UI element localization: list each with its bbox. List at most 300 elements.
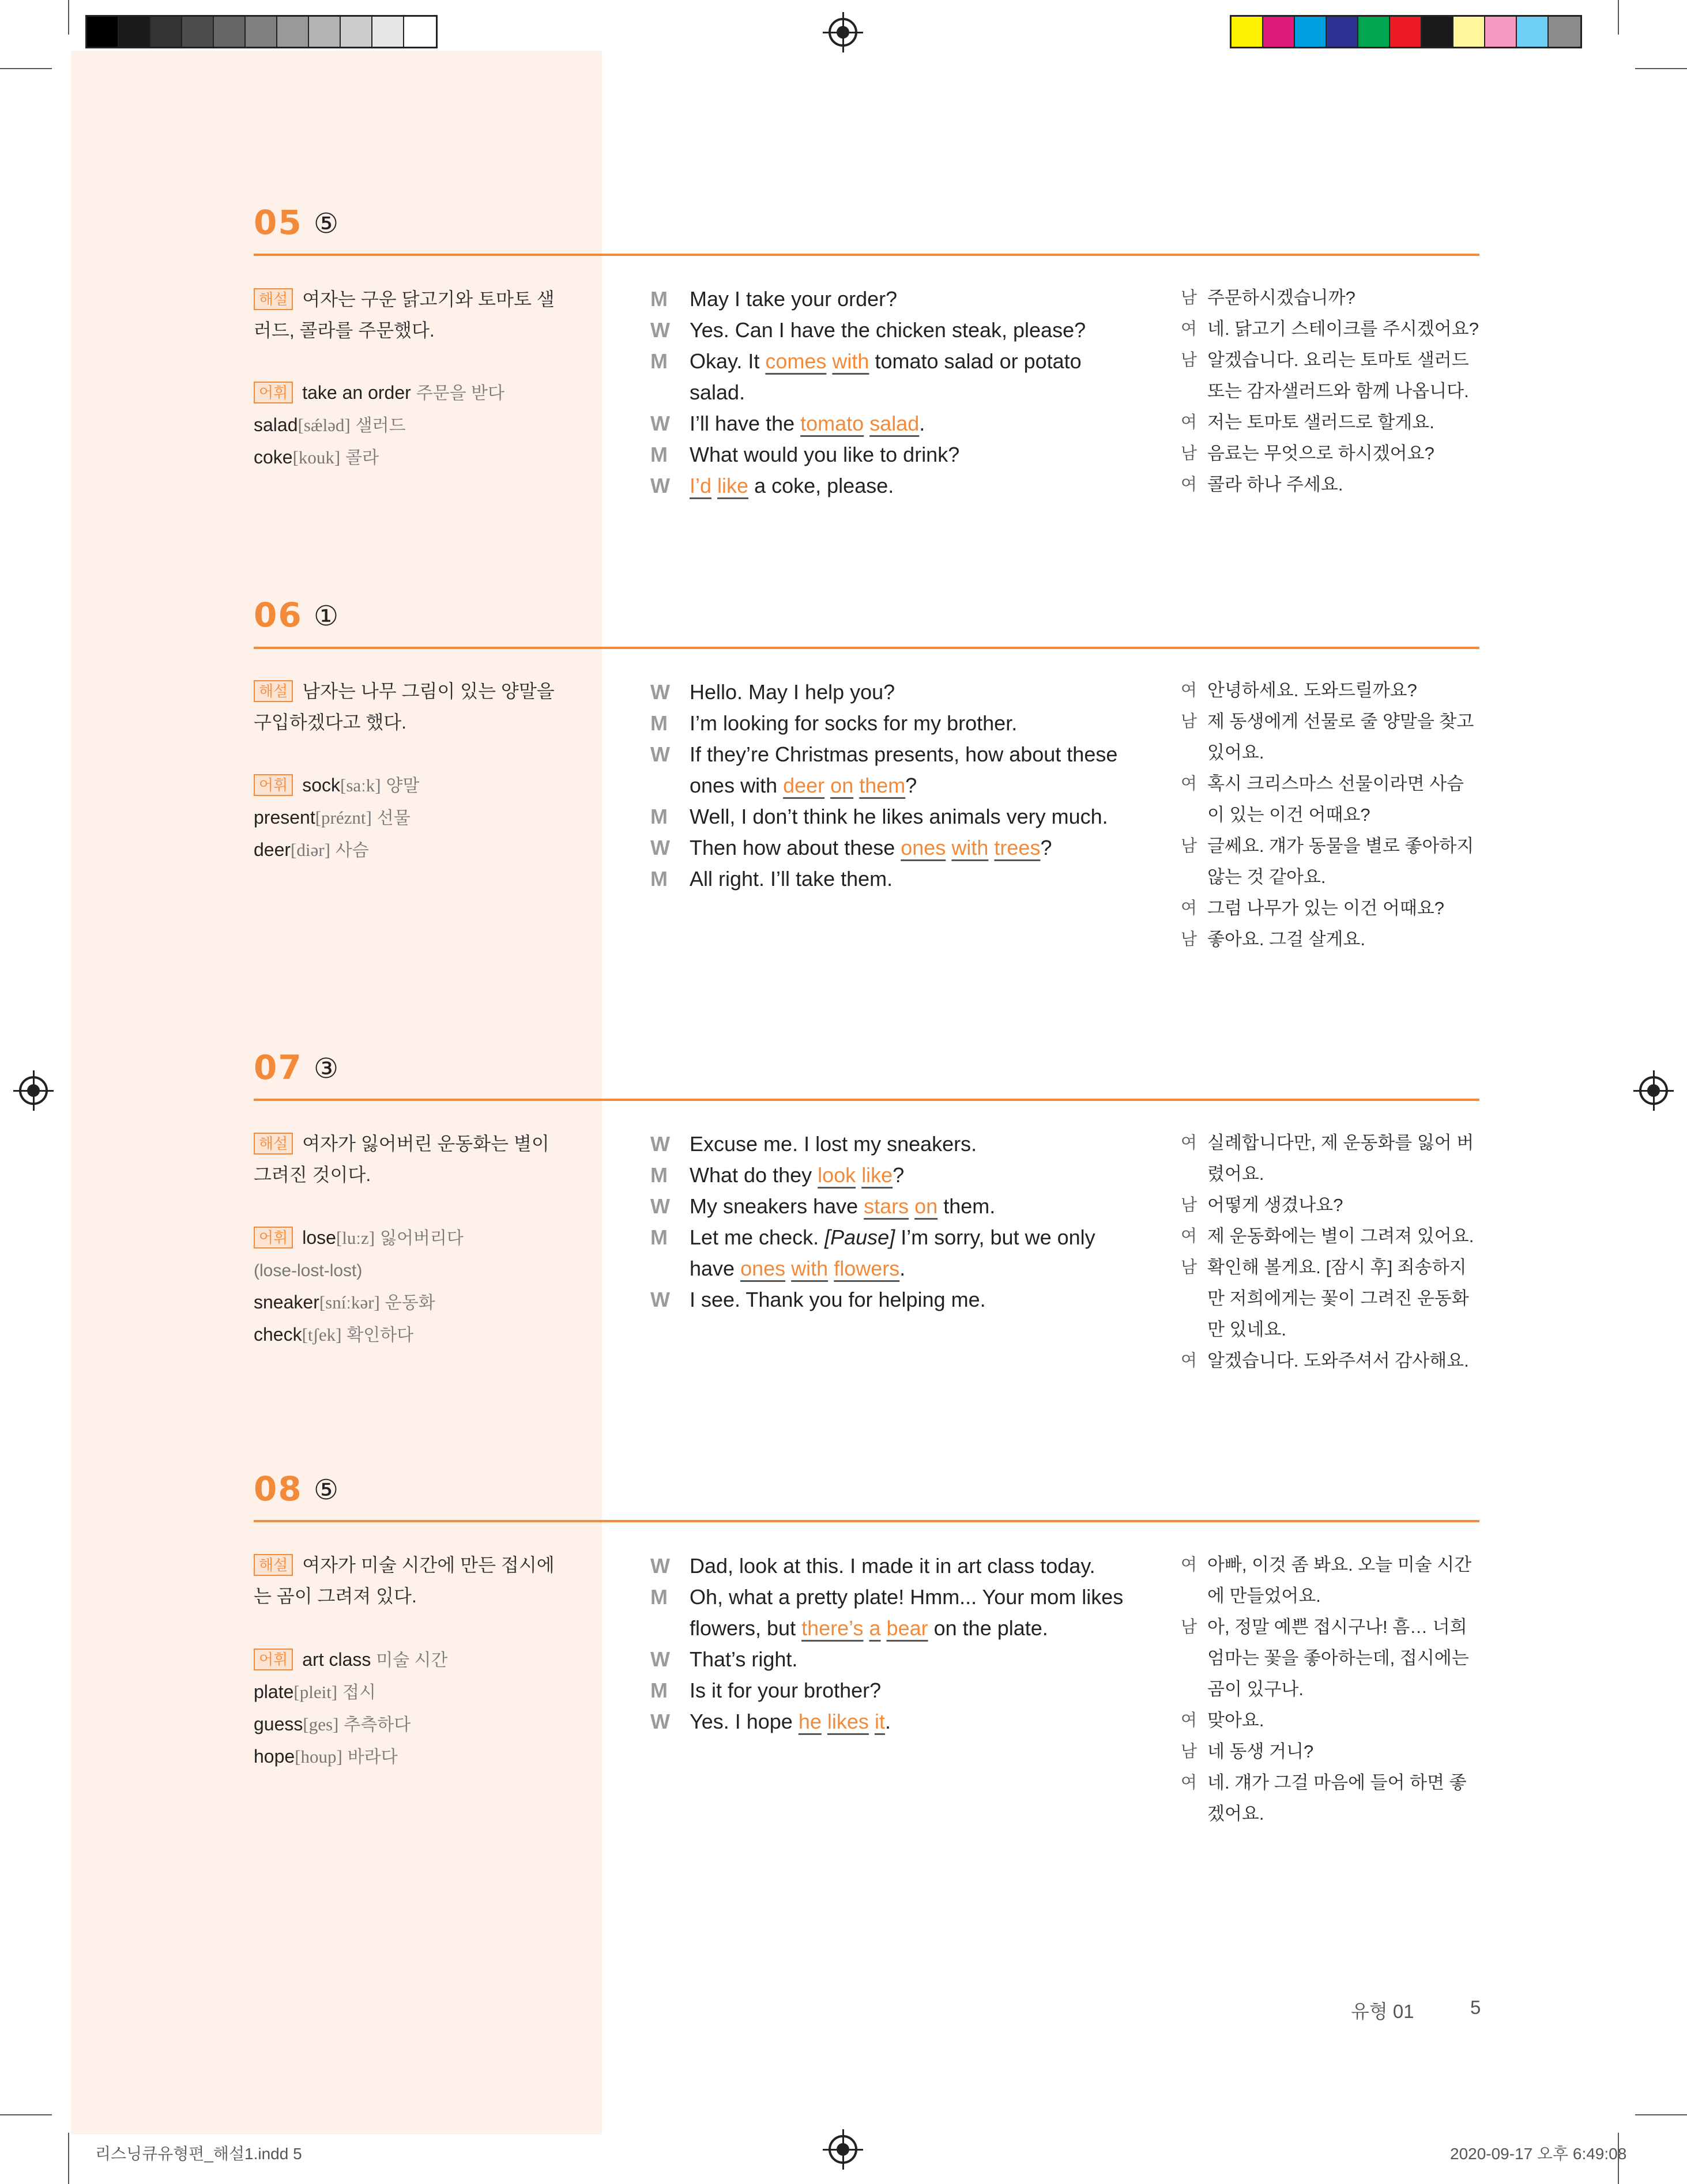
translation-line <box>1181 1736 1481 1767</box>
vocab-entry <box>254 802 577 834</box>
highlighted-answer: bear <box>886 1616 928 1640</box>
translation-text: 안녕하세요. 도와드릴까요? <box>1207 680 1417 700</box>
dialog-line <box>650 1191 1135 1222</box>
explanation-tag: 해설 <box>254 1133 293 1155</box>
question-number: 08 <box>254 1469 303 1508</box>
section-divider <box>254 1099 1479 1101</box>
explanation-tag: 해설 <box>254 680 293 702</box>
dialog-text: Well, I don’t think he likes animals very much. <box>690 805 1108 828</box>
translation-line <box>1181 282 1481 314</box>
highlighted-answer: stars <box>864 1194 909 1218</box>
speaker-label: 남 <box>1181 837 1198 855</box>
translation-line <box>1181 893 1481 924</box>
dialog-text <box>711 474 717 497</box>
color-swatch <box>372 17 404 47</box>
dialog-line <box>650 315 1135 346</box>
explanation-text: 여자는 구운 닭고기와 토마토 샐러드, 콜라를 주문했다. <box>254 289 555 341</box>
speaker-label: M <box>650 805 668 828</box>
translation-line <box>1181 469 1481 500</box>
speaker-label: W <box>650 742 670 766</box>
vocab-entry <box>254 1741 577 1773</box>
vocab-meaning: 접시 <box>342 1683 376 1702</box>
dialog-text: What do they <box>690 1163 818 1187</box>
dialog-line <box>650 1706 1135 1737</box>
vocab-pronunciation: [saːk] <box>340 775 381 795</box>
speaker-label: W <box>650 1647 670 1671</box>
speaker-label: M <box>650 1225 668 1249</box>
dialog-text: Yes. Can I have the chicken steak, please? <box>690 318 1086 342</box>
translation-text: 그럼 나무가 있는 이건 어때요? <box>1207 898 1445 918</box>
vocab-pronunciation: [luːz] <box>336 1228 375 1248</box>
answer-choice: ① <box>314 600 339 632</box>
translation-text: 글쎄요. 걔가 동물을 별로 좋아하지 않는 것 같아요. <box>1207 836 1474 887</box>
dialog-line <box>650 1551 1135 1582</box>
speaker-label: 남 <box>1181 289 1198 307</box>
translation-line <box>1181 924 1481 955</box>
translation-text: 알겠습니다. 요리는 토마토 샐러드 또는 감자샐러드와 함께 나옵니다. <box>1207 350 1469 401</box>
dialog-line <box>650 1222 1135 1284</box>
dialog-translation <box>1181 1549 1481 1830</box>
vocab-entry <box>254 1644 577 1676</box>
vocab-entry <box>254 1676 577 1708</box>
highlighted-answer: trees <box>994 836 1041 859</box>
explanation <box>254 676 559 738</box>
translation-text: 어떻게 생겼나요? <box>1207 1195 1343 1215</box>
vocab-meaning: 선물 <box>376 809 411 828</box>
section-divider <box>254 1520 1479 1522</box>
speaker-label: 남 <box>1181 351 1198 369</box>
translation-line <box>1181 1190 1481 1221</box>
speaker-label: 남 <box>1181 1258 1198 1277</box>
translation-text: 확인해 볼게요. [잠시 후] 죄송하지만 저희에게는 꽃이 그려진 운동화만 있네요. <box>1207 1257 1469 1340</box>
dialog-line <box>650 832 1135 863</box>
vocabulary-list <box>254 770 577 866</box>
registration-mark-right <box>1639 1076 1668 1105</box>
color-swatch <box>1549 17 1580 47</box>
speaker-label: M <box>650 349 668 373</box>
dialog-text: May I take your order? <box>690 287 898 311</box>
dialog-line <box>650 708 1135 739</box>
vocab-meaning: 운동화 <box>385 1293 435 1312</box>
vocab-pronunciation: [houp] <box>295 1747 342 1767</box>
vocab-word: deer <box>254 839 291 860</box>
speaker-label: 여 <box>1181 1134 1198 1152</box>
translation-text: 실례합니다만, 제 운동화를 잃어 버렸어요. <box>1207 1133 1474 1184</box>
vocab-tag: 어휘 <box>254 774 293 796</box>
dialog-text <box>853 774 859 797</box>
color-swatch <box>87 17 119 47</box>
dialog-text: on the plate. <box>928 1616 1048 1640</box>
highlighted-answer: tomato <box>800 412 864 435</box>
translation-text: 아빠, 이것 좀 봐요. 오늘 미술 시간에 만들었어요. <box>1207 1555 1472 1606</box>
vocab-meaning: 콜라 <box>345 448 379 467</box>
section-divider <box>254 254 1479 256</box>
highlighted-answer: salad <box>869 412 920 435</box>
highlighted-answer: comes <box>765 349 827 373</box>
dialog-text: a coke, please. <box>748 474 894 497</box>
dialog-line <box>650 470 1135 501</box>
vocab-word: sock <box>302 775 341 795</box>
translation-line <box>1181 1127 1481 1190</box>
vocab-entry <box>254 377 577 409</box>
translation-text: 맞아요. <box>1207 1710 1264 1730</box>
vocab-word: salad <box>254 414 298 435</box>
explanation <box>254 1128 559 1190</box>
translation-line <box>1181 768 1481 831</box>
speaker-label: M <box>650 1163 668 1187</box>
dialog-text <box>869 1710 875 1733</box>
vocab-entry <box>254 1319 577 1351</box>
highlighted-answer: there’s <box>801 1616 864 1640</box>
vocab-meaning: 추측하다 <box>344 1715 411 1734</box>
vocab-meaning: 주문을 받다 <box>416 384 504 403</box>
section-divider <box>254 647 1479 649</box>
speaker-label: 여 <box>1181 681 1198 700</box>
speaker-label: W <box>650 680 670 704</box>
speaker-label: 남 <box>1181 1618 1198 1636</box>
crop-mark <box>0 2114 52 2115</box>
speaker-label: M <box>650 443 668 466</box>
translation-text: 좋아요. 그걸 살게요. <box>1207 929 1366 949</box>
vocab-meaning: 사슴 <box>335 841 369 860</box>
dialog-text <box>864 412 869 435</box>
speaker-label: 여 <box>1181 1711 1198 1730</box>
speaker-label: W <box>650 412 670 435</box>
vocab-word: take an order <box>302 382 411 403</box>
dialog-text: Hello. May I help you? <box>690 680 895 704</box>
vocab-pronunciation: [tʃek] <box>302 1325 342 1345</box>
speaker-label: M <box>650 711 668 735</box>
speaker-label: W <box>650 1194 670 1218</box>
dialog-text: Okay. It <box>690 349 766 373</box>
vocab-pronunciation: [kouk] <box>292 447 341 467</box>
translation-text: 저는 토마토 샐러드로 할게요. <box>1207 412 1434 432</box>
crop-mark <box>0 68 52 69</box>
left-panel-background <box>71 51 602 2134</box>
dialog-text: All right. I’ll take them. <box>690 867 893 891</box>
dialog-line <box>650 1129 1135 1160</box>
color-swatch <box>1390 17 1422 47</box>
speaker-label: 여 <box>1181 1352 1198 1370</box>
highlighted-answer: like <box>717 474 749 497</box>
vocab-meaning: 샐러드 <box>355 416 406 435</box>
vocab-entry <box>254 1287 577 1319</box>
translation-line <box>1181 345 1481 407</box>
vocab-pronunciation: [diər] <box>291 840 330 860</box>
registration-mark-top <box>829 18 857 47</box>
question-number: 07 <box>254 1048 303 1087</box>
translation-text: 콜라 하나 주세요. <box>1207 474 1343 495</box>
highlighted-answer: with <box>951 836 989 859</box>
highlighted-answer: likes <box>827 1710 869 1733</box>
translation-text: 주문하시겠습니까? <box>1207 288 1355 308</box>
dialog-text: I’m sorry, but we only have <box>690 1225 1095 1280</box>
registration-mark-left <box>19 1076 48 1105</box>
dialog-text <box>824 774 830 797</box>
vocab-word: check <box>254 1324 302 1345</box>
translation-text: 혹시 크리스마스 선물이라면 사슴이 있는 이건 어때요? <box>1207 774 1464 825</box>
dialog-translation <box>1181 282 1481 500</box>
dialog-text <box>909 1194 914 1218</box>
highlighted-answer: ones <box>901 836 946 859</box>
translation-line <box>1181 1549 1481 1612</box>
vocab-meaning: 양말 <box>386 776 420 795</box>
dialog-text: That’s right. <box>690 1647 798 1671</box>
vocab-entry <box>254 834 577 866</box>
answer-choice: ⑤ <box>314 208 339 240</box>
crop-mark <box>1635 68 1687 69</box>
translation-line <box>1181 1767 1481 1830</box>
question-number: 06 <box>254 595 303 635</box>
vocab-meaning: 바라다 <box>347 1748 398 1767</box>
vocab-entry <box>254 770 577 802</box>
vocab-entry <box>254 442 577 474</box>
vocab-word: guess <box>254 1714 303 1734</box>
speaker-label: 여 <box>1181 1556 1198 1574</box>
vocab-entry <box>254 409 577 442</box>
highlighted-answer: look <box>818 1163 856 1187</box>
translation-text: 제 동생에게 선물로 줄 양말을 찾고 있어요. <box>1207 711 1474 763</box>
translation-text: 아, 정말 예쁜 접시구나! 흠… 너희 엄마는 꽃을 좋아하는데, 접시에는 곰이 있구나. <box>1207 1617 1469 1699</box>
question-number: 05 <box>254 203 303 242</box>
vocab-entry <box>254 1254 577 1287</box>
vocab-entry <box>254 1222 577 1254</box>
page-section-label: 유형 01 <box>1351 2001 1414 2022</box>
speaker-label: 남 <box>1181 444 1198 463</box>
translation-line <box>1181 675 1481 706</box>
page-number: 5 <box>1470 1997 1481 2018</box>
speaker-label: W <box>650 1288 670 1311</box>
dialog-text <box>864 1616 869 1640</box>
vocab-entry <box>254 1708 577 1741</box>
dialog-text <box>946 836 951 859</box>
translation-line <box>1181 1345 1481 1376</box>
dialog-text <box>822 1710 827 1733</box>
color-swatch <box>246 17 277 47</box>
speaker-label: 남 <box>1181 1196 1198 1214</box>
dialog-text: I’m looking for socks for my brother. <box>690 711 1018 735</box>
dialog-line <box>650 1284 1135 1315</box>
dialog-text: . <box>919 412 925 435</box>
crop-mark <box>1635 2114 1687 2115</box>
translation-text: 음료는 무엇으로 하시겠어요? <box>1207 443 1434 463</box>
dialog-line <box>650 863 1135 895</box>
dialog-line <box>650 1644 1135 1675</box>
translation-text: 네 동생 거니? <box>1207 1741 1314 1761</box>
highlighted-answer: he <box>798 1710 822 1733</box>
speaker-label: W <box>650 474 670 497</box>
answer-choice: ⑤ <box>314 1474 339 1506</box>
dialog-text: . <box>884 1710 891 1733</box>
speaker-label: M <box>650 287 668 311</box>
vocabulary-list <box>254 377 577 474</box>
highlighted-answer: a <box>869 1616 881 1640</box>
vocab-word: sneaker <box>254 1292 319 1312</box>
vocab-pronunciation: [pleit] <box>293 1682 338 1702</box>
footer-timestamp: 2020-09-17 오후 6:49:08 <box>1450 2145 1627 2163</box>
speaker-label: 남 <box>1181 1742 1198 1761</box>
dialog-line <box>650 408 1135 439</box>
color-swatch <box>182 17 214 47</box>
dialog-text <box>826 349 832 373</box>
speaker-label: W <box>650 1132 670 1156</box>
dialog-text <box>785 1257 791 1280</box>
dialog-text <box>856 1163 861 1187</box>
speaker-label: W <box>650 1710 670 1733</box>
highlighted-answer: with <box>791 1257 829 1280</box>
crop-mark <box>68 0 69 35</box>
crop-mark <box>68 2133 69 2184</box>
translation-line <box>1181 314 1481 345</box>
explanation <box>254 284 559 346</box>
dialog-line <box>650 1160 1135 1191</box>
explanation-tag: 해설 <box>254 1554 293 1576</box>
dialog-text: I’ll have the <box>690 412 801 435</box>
color-swatch <box>1295 17 1327 47</box>
color-swatch <box>277 17 309 47</box>
vocab-meaning: 잃어버리다 <box>379 1229 464 1248</box>
highlighted-answer: on <box>914 1194 938 1218</box>
vocab-pronunciation: [sníːkər] <box>319 1292 380 1312</box>
color-swatch <box>1358 17 1390 47</box>
speaker-label: 여 <box>1181 320 1198 338</box>
dialog-translation <box>1181 675 1481 955</box>
highlighted-answer: deer <box>783 774 825 797</box>
explanation <box>254 1549 559 1612</box>
dialog-line <box>650 677 1135 708</box>
translation-line <box>1181 831 1481 893</box>
answer-choice: ③ <box>314 1053 339 1085</box>
dialog-text: I see. Thank you for helping me. <box>690 1288 986 1311</box>
dialog-text: ? <box>905 774 917 797</box>
vocab-pronunciation: [ges] <box>303 1714 339 1734</box>
dialog-text: Excuse me. I lost my sneakers. <box>690 1132 977 1156</box>
dialog-text: Dad, look at this. I made it in art class today. <box>690 1554 1095 1578</box>
dialog-translation <box>1181 1127 1481 1376</box>
highlighted-answer: it <box>874 1710 885 1733</box>
speaker-label: 여 <box>1181 1227 1198 1246</box>
speaker-label: M <box>650 1585 668 1609</box>
vocab-word: hope <box>254 1746 295 1767</box>
color-swatch <box>404 17 436 47</box>
dialog-line <box>650 739 1135 801</box>
speaker-label: M <box>650 867 668 891</box>
explanation-text: 여자가 잃어버린 운동화는 별이 그려진 것이다. <box>254 1133 549 1185</box>
translation-line <box>1181 1252 1481 1345</box>
translation-text: 네. 닭고기 스테이크를 주시겠어요? <box>1207 319 1479 339</box>
vocabulary-list <box>254 1644 577 1773</box>
dialog-script <box>650 1551 1135 1737</box>
dialog-text: Yes. I hope <box>690 1710 799 1733</box>
translation-line <box>1181 706 1481 768</box>
dialog-line <box>650 284 1135 315</box>
speaker-label: W <box>650 1554 670 1578</box>
dialog-script <box>650 677 1135 895</box>
speaker-label: 여 <box>1181 775 1198 793</box>
dialog-line <box>650 439 1135 470</box>
vocab-meaning: 확인하다 <box>347 1326 414 1345</box>
stage-direction: [Pause] <box>824 1225 895 1249</box>
cmyk-color-bar <box>1230 15 1582 48</box>
vocab-pronunciation: [préznt] <box>315 808 372 828</box>
translation-line <box>1181 1612 1481 1705</box>
dialog-text: ? <box>893 1163 905 1187</box>
dialog-text: ? <box>1040 836 1052 859</box>
vocab-tag: 어휘 <box>254 382 293 403</box>
color-swatch <box>214 17 246 47</box>
color-swatch <box>309 17 341 47</box>
highlighted-answer: ones <box>740 1257 786 1280</box>
speaker-label: M <box>650 1678 668 1702</box>
dialog-text <box>828 1257 834 1280</box>
vocab-word: present <box>254 807 315 828</box>
dialog-text <box>988 836 994 859</box>
translation-text: 네. 걔가 그걸 마음에 들어 하면 좋겠어요. <box>1207 1772 1467 1824</box>
vocabulary-list <box>254 1222 577 1351</box>
grayscale-color-bar <box>85 15 438 48</box>
speaker-label: 남 <box>1181 712 1198 731</box>
dialog-script <box>650 1129 1135 1315</box>
highlighted-answer: flowers <box>834 1257 900 1280</box>
highlighted-answer: with <box>832 349 869 373</box>
dialog-text: tomato salad or potato salad. <box>690 349 1082 404</box>
footer-filename: 리스닝큐유형편_해설1.indd 5 <box>95 2145 302 2163</box>
translation-line <box>1181 1221 1481 1252</box>
explanation-tag: 해설 <box>254 288 293 310</box>
color-swatch <box>1422 17 1453 47</box>
registration-mark-bottom <box>829 2135 857 2164</box>
highlighted-answer: I’d <box>690 474 712 497</box>
highlighted-answer: on <box>830 774 854 797</box>
dialog-text: My sneakers have <box>690 1194 864 1218</box>
color-swatch <box>1263 17 1295 47</box>
color-swatch <box>1327 17 1358 47</box>
vocab-meaning: (lose-lost-lost) <box>254 1261 363 1280</box>
highlighted-answer: like <box>861 1163 893 1187</box>
vocab-word: coke <box>254 447 293 467</box>
vocab-pronunciation: [sǽləd] <box>298 415 351 435</box>
translation-text: 알겠습니다. 도와주셔서 감사해요. <box>1207 1351 1469 1371</box>
color-swatch <box>1453 17 1485 47</box>
vocab-tag: 어휘 <box>254 1649 293 1670</box>
dialog-text: Let me check. <box>690 1225 825 1249</box>
dialog-text: What would you like to drink? <box>690 443 960 466</box>
speaker-label: 여 <box>1181 476 1198 494</box>
color-swatch <box>1517 17 1549 47</box>
explanation-text: 여자가 미술 시간에 만든 접시에는 곰이 그려져 있다. <box>254 1555 555 1606</box>
vocab-word: art class <box>302 1649 371 1670</box>
dialog-line <box>650 346 1135 408</box>
speaker-label: 여 <box>1181 1774 1198 1792</box>
speaker-label: 여 <box>1181 899 1198 918</box>
dialog-text: . <box>899 1257 906 1280</box>
translation-line <box>1181 1705 1481 1736</box>
speaker-label: 여 <box>1181 413 1198 432</box>
dialog-text: If they’re Christmas presents, how about these ones with <box>690 742 1118 797</box>
dialog-script <box>650 284 1135 501</box>
color-swatch <box>1485 17 1517 47</box>
vocab-word: plate <box>254 1681 294 1702</box>
dialog-text <box>881 1616 887 1640</box>
vocab-word: lose <box>302 1227 336 1248</box>
dialog-text: Oh, what a pretty plate! Hmm... Your mom likes flowers, but <box>690 1585 1124 1640</box>
vocab-meaning: 미술 시간 <box>376 1651 448 1670</box>
dialog-line <box>650 1582 1135 1644</box>
speaker-label: 남 <box>1181 930 1198 949</box>
speaker-label: W <box>650 318 670 342</box>
dialog-text: Then how about these <box>690 836 901 859</box>
speaker-label: W <box>650 836 670 859</box>
